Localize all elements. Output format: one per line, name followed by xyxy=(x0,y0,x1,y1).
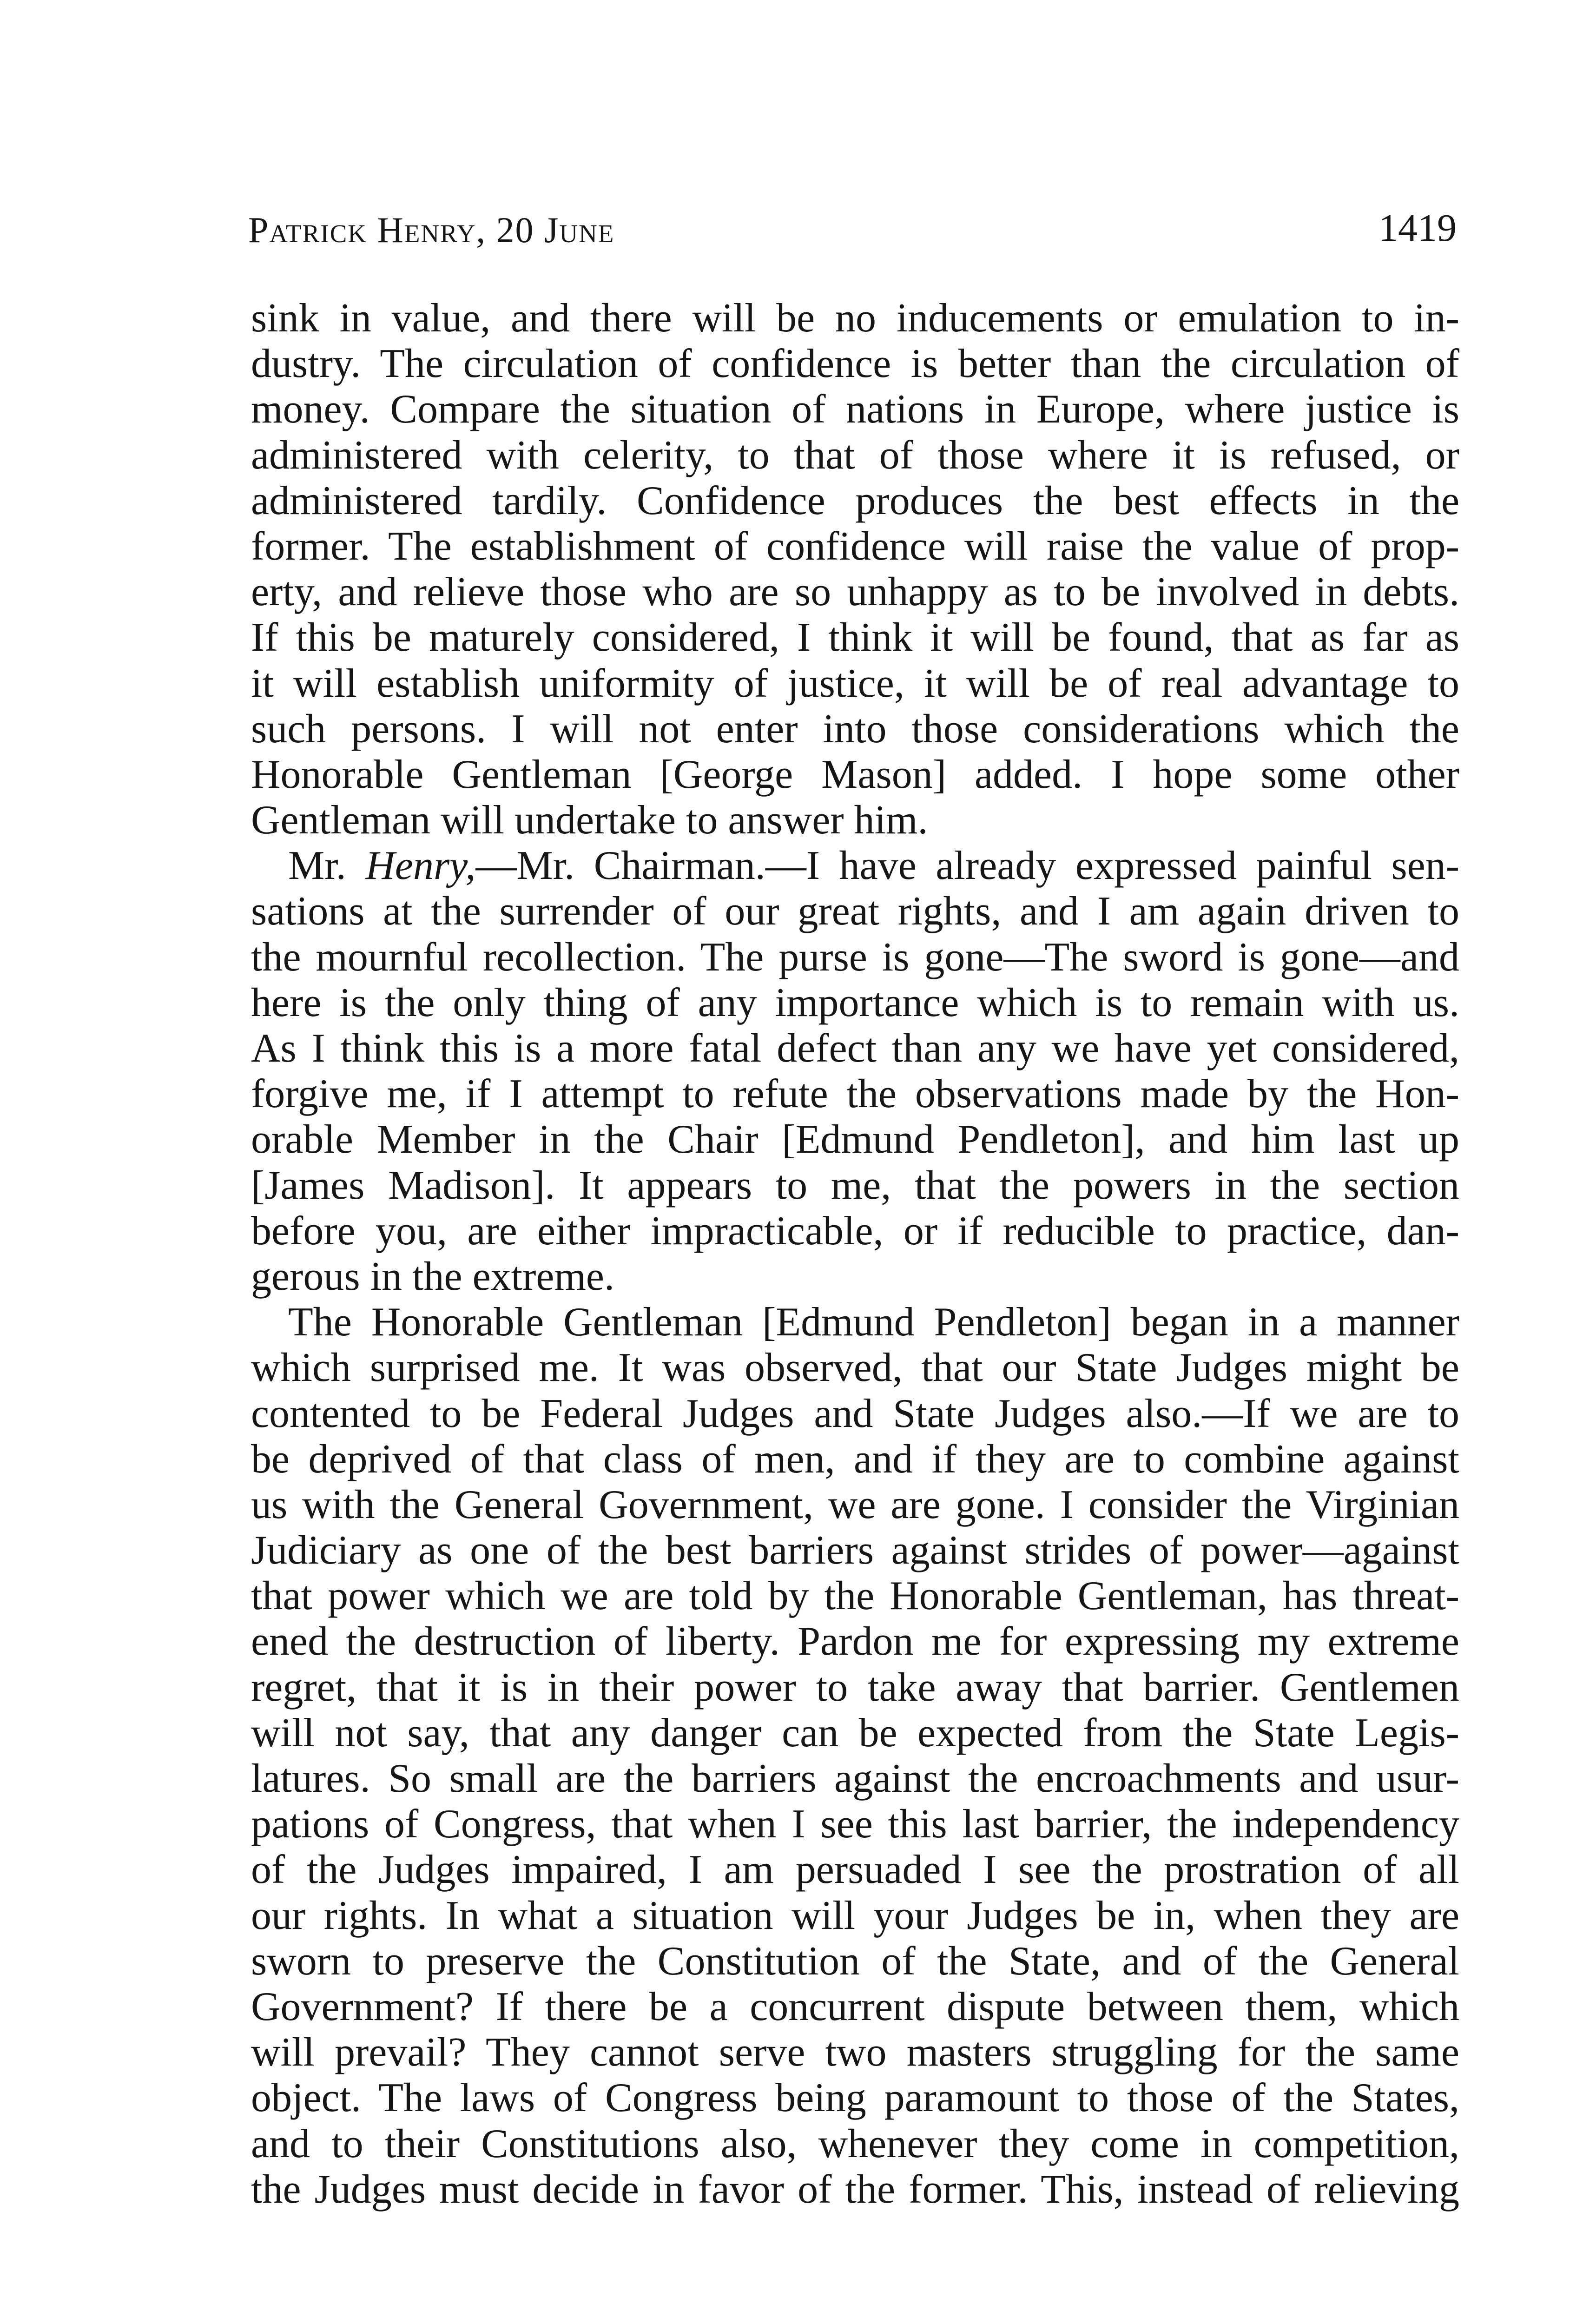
speaker-rest: —Mr. Chairman.—I have already expressed painful sen- xyxy=(475,843,1460,889)
text-line: our rights. In what a situation will your Judges be in, when they are xyxy=(251,1893,1459,1938)
text-line: dustry. The circulation of confidence is better than the circulation of xyxy=(251,341,1459,387)
text-line: and to their Constitutions also, whenever they come in competition, xyxy=(251,2121,1459,2166)
text-line: will not say, that any danger can be expected from the State Legis- xyxy=(251,1710,1459,1756)
body-text xyxy=(251,296,1459,2212)
text-line: pations of Congress, that when I see this last barrier, the independency xyxy=(251,1802,1459,1847)
text-line: object. The laws of Congress being paramount to those of the States, xyxy=(251,2075,1459,2121)
text-line: sations at the surrender of our great rights, and I am again driven to xyxy=(251,889,1459,934)
text-line: latures. So small are the barriers against the encroachments and usur- xyxy=(251,1756,1459,1801)
text-line: that power which we are told by the Honorable Gentleman, has threat- xyxy=(251,1573,1459,1619)
text-line: If this be maturely considered, I think it will be found, that as far as xyxy=(251,615,1459,660)
text-line: before you, are either impracticable, or if reducible to practice, dan- xyxy=(251,1208,1459,1254)
speaker-prefix: Mr. xyxy=(288,843,366,889)
text-line: As I think this is a more fatal defect than any we have yet considered, xyxy=(251,1026,1459,1071)
text-line: sworn to preserve the Constitution of the State, and of the General xyxy=(251,1938,1459,1984)
speaker-line xyxy=(251,843,1459,889)
text-line: money. Compare the situation of nations in Europe, where justice is xyxy=(251,387,1459,432)
text-line: will prevail? They cannot serve two masters struggling for the same xyxy=(251,2030,1459,2075)
text-line: administered tardily. Confidence produces the best effects in the xyxy=(251,478,1459,523)
text-line: Government? If there be a concurrent dispute between them, which xyxy=(251,1984,1459,2029)
text-line: here is the only thing of any importance which is to remain with us. xyxy=(251,980,1459,1025)
running-head-title: Patrick Henry, 20 June xyxy=(248,210,615,250)
text-line: erty, and relieve those who are so unhappy as to be involved in debts. xyxy=(251,569,1459,615)
text-line: which surprised me. It was observed, that our State Judges might be xyxy=(251,1345,1459,1391)
text-line: the Judges must decide in favor of the former. This, instead of relieving xyxy=(251,2166,1459,2212)
text-line: contented to be Federal Judges and State Judges also.—If we are to xyxy=(251,1391,1459,1436)
text-line: gerous in the extreme. xyxy=(251,1254,614,1299)
text-line: regret, that it is in their power to take away that barrier. Gentlemen xyxy=(251,1664,1459,1710)
text-line: it will establish uniformity of justice, it will be of real advantage to xyxy=(251,660,1459,706)
text-line: Gentleman will undertake to answer him. xyxy=(251,798,928,843)
text-line: ened the destruction of liberty. Pardon me for expressing my extreme xyxy=(251,1619,1459,1664)
text-line: the mournful recollection. The purse is gone—The sword is gone—and xyxy=(251,934,1459,980)
text-line: sink in value, and there will be no inducements or emulation to in- xyxy=(251,296,1459,341)
text-line: former. The establishment of confidence will raise the value of prop- xyxy=(251,523,1459,569)
text-line: orable Member in the Chair [Edmund Pendleton], and him last up xyxy=(251,1117,1459,1162)
text-line: be deprived of that class of men, and if they are to combine against xyxy=(251,1436,1459,1482)
text-line: Judiciary as one of the best barriers against strides of power—against xyxy=(251,1528,1459,1573)
text-line: such persons. I will not enter into those considerations which the xyxy=(251,706,1459,752)
text-line: forgive me, if I attempt to refute the observations made by the Hon- xyxy=(251,1071,1459,1117)
running-head xyxy=(248,206,1457,260)
page-number: 1419 xyxy=(1379,206,1457,250)
text-line: Honorable Gentleman [George Mason] added. I hope some other xyxy=(251,752,1459,797)
text-line: us with the General Government, we are gone. I consider the Virginian xyxy=(251,1482,1459,1527)
text-line: administered with celerity, to that of those where it is refused, or xyxy=(251,432,1459,478)
text-line: [James Madison]. It appears to me, that the powers in the section xyxy=(251,1162,1459,1208)
speaker-name: Henry, xyxy=(365,843,476,889)
text-line: of the Judges impaired, I am persuaded I see the prostration of all xyxy=(251,1847,1459,1893)
text-line: The Honorable Gentleman [Edmund Pendleton] began in a manner xyxy=(288,1300,1459,1345)
